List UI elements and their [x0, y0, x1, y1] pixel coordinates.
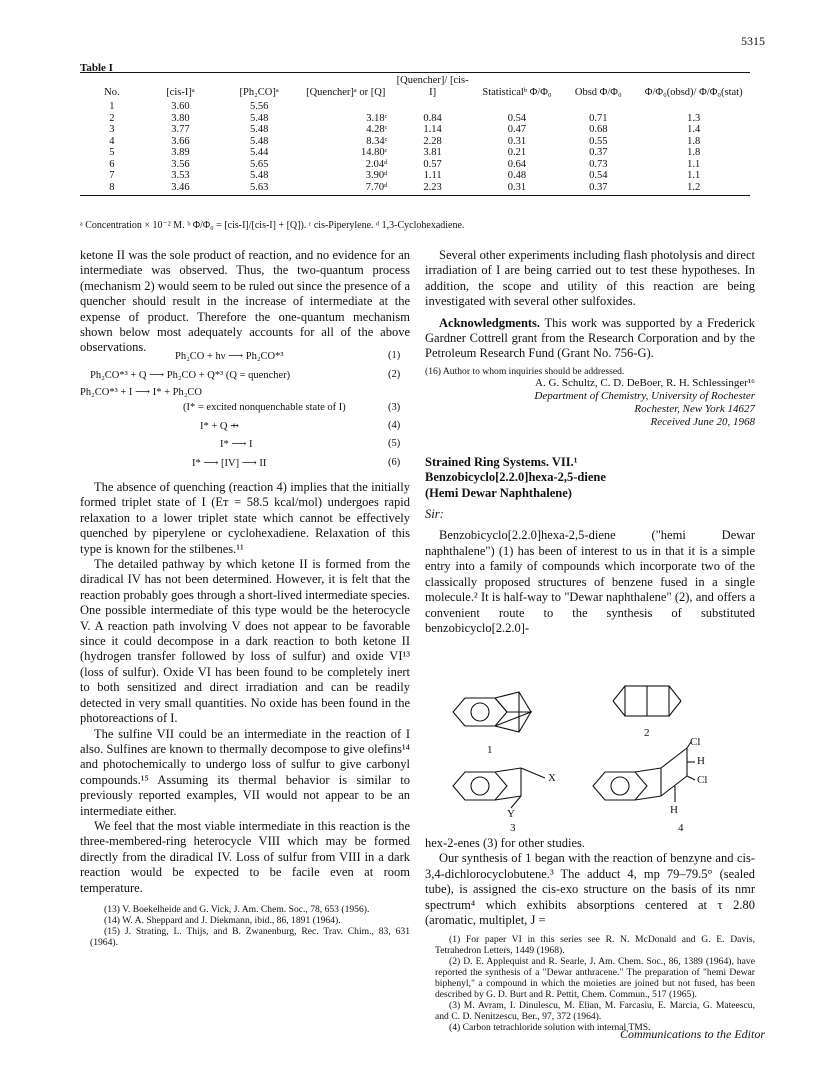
table-header: [Quencher]ᵃ or [Q] — [306, 87, 386, 99]
structure-atom-label: Cl — [690, 736, 701, 748]
table-cell: 1.1 — [687, 158, 701, 170]
table-row — [80, 124, 750, 136]
table-cell — [637, 101, 750, 113]
table-cell: 0.54 — [507, 112, 527, 124]
table-cell: 3.18ᶜ — [366, 112, 388, 124]
reference: (15) J. Strating, L. Thijs, and B. Zwanenburg, Rec. Trav. Chim., 83, 631 (1964). — [90, 925, 410, 948]
article-title: (Hemi Dewar Naphthalene) — [425, 485, 572, 500]
structure-atom-label: X — [548, 772, 556, 784]
table-row — [80, 136, 750, 148]
table-row — [80, 159, 750, 171]
table-cell — [301, 101, 390, 113]
table-cell: 0.64 — [507, 158, 527, 170]
paragraph: Benzobicyclo[2.2.0]hexa-2,5-diene ("hemi Dewar naphthalene") (1) has been of interest to us in that it is a simple entry into a family of compounds which incorporate two of the classically proposed structures of benzene fused in a single molecule.² It is half-way to "Dewar naphthalene" (2), and offers a convenient route to the synthesis of substituted benzobicyclo[2.2.0]- — [425, 528, 755, 635]
reference: (1) For paper VI in this series see R. N. McDonald and G. E. Davis, Tetrahedron Letters, 1449 (1968). — [435, 934, 755, 957]
equation-number: (1) — [388, 350, 401, 361]
table-cell: 3.81 — [423, 147, 442, 159]
structure-atom-label: Cl — [697, 774, 708, 786]
table-title: Table I — [80, 62, 113, 74]
reference: (14) W. A. Sheppard and J. Diekmann, ibid., 86, 1891 (1964). — [104, 914, 341, 926]
authors: A. G. Schultz, C. D. DeBoer, R. H. Schlessinger¹⁶ — [535, 376, 755, 389]
equation: Ph₂CO + hν ⟶ Ph₂CO*³ — [175, 351, 284, 362]
structure-label: 3 — [510, 822, 516, 834]
table-cell: 5.48 — [249, 170, 269, 182]
left-column-body — [80, 480, 410, 948]
structure-4 — [593, 742, 695, 802]
reference: (13) V. Boekelheide and G. Vick, J. Am. Chem. Soc., 78, 653 (1956). — [104, 903, 370, 915]
table-cell: 1.14 — [423, 124, 442, 136]
table-cell: 1.1 — [687, 170, 701, 182]
table-row — [80, 147, 750, 159]
equation-number: (2) — [388, 369, 401, 380]
table-cell — [559, 101, 637, 113]
table-cell: 0.37 — [589, 181, 608, 193]
table-cell: 8 — [109, 181, 115, 193]
equation-number: (4) — [388, 420, 401, 431]
equation: Ph₂CO*³ + I ⟶ I* + Ph₂CO — [80, 387, 202, 398]
table-cell: 1.8 — [687, 135, 701, 147]
table-cell: 0.73 — [589, 158, 608, 170]
table-cell: 3.56 — [171, 158, 190, 170]
equation: I* + Q ⇸ — [200, 421, 239, 432]
left-column — [80, 248, 410, 356]
article-title: Strained Ring Systems. VII.¹ — [425, 454, 578, 469]
page-number: 5315 — [741, 34, 765, 48]
table-cell: 14.80ᶜ — [361, 147, 388, 159]
structure-atom-label: H — [670, 804, 678, 816]
table-row — [80, 113, 750, 125]
table-cell: 3.53 — [171, 170, 190, 182]
chemical-structures — [425, 676, 755, 814]
table-row — [80, 182, 750, 194]
table-header: Φ/Φ₀(obsd)/ Φ/Φ₀(stat) — [644, 87, 743, 99]
paragraph: We feel that the most viable intermediate in this reaction is the three-membered-ring heterocycle VIII which may be formed directly from the diradical IV. Loss of sulfur from VIII in a dark reaction would be expected to be facile even at room temperature. — [80, 818, 410, 895]
table-cell: 5.48 — [249, 112, 269, 124]
table-cell: 3.80 — [171, 112, 190, 124]
table-cell: 1.3 — [687, 112, 701, 124]
table-cell: 2 — [109, 112, 115, 124]
table-cell: 0.37 — [589, 147, 608, 159]
equation: I* ⟶ [IV] ⟶ II — [192, 458, 267, 469]
city: Rochester, New York 14627 — [634, 402, 755, 415]
structure-label: 4 — [678, 822, 684, 834]
table-cell: 3.60 — [171, 101, 190, 113]
table-cell: 2.23 — [423, 181, 442, 193]
table-cell: 0.21 — [507, 147, 527, 159]
data-table — [80, 72, 750, 196]
table-cell: 3.77 — [171, 124, 190, 136]
structure-atom-label: Y — [507, 808, 515, 820]
table-cell: 0.55 — [589, 135, 608, 147]
table-cell: 0.54 — [589, 170, 608, 182]
table-cell: 3.90ᵈ — [365, 170, 388, 182]
paragraph: hex-2-enes (3) for other studies. — [425, 836, 586, 850]
table-cell: 1.11 — [423, 170, 442, 182]
table-cell: 1.8 — [687, 147, 701, 159]
paragraph: Several other experiments including flash photolysis and direct irradiation of I are being carried out to test these hypotheses. In addition, the scope and utility of this reaction are being investigated with several other sulfoxides. — [425, 248, 755, 309]
acknowledgments-text: This work was supported by a Frederick Gardner Cottrell grant from the Research Corporation and by the Petroleum Research Fund (Grant No. 756-G). — [425, 315, 756, 361]
paragraph: The sulfine VII could be an intermediate in the reaction of I also. Sulfines are known to thermally decompose to give olefins¹⁴ and photochemically to undergo loss of sulfur to give carbonyl compounds.¹⁵ Assuming its thermal behavior is similar to previously reported examples, VII would not appear to be an intermediate either. — [80, 726, 410, 818]
table-cell: 3.46 — [171, 181, 190, 193]
structure-atom-label: H — [697, 755, 705, 767]
table-cell: 3.89 — [171, 147, 190, 159]
table-cell: 0.71 — [589, 112, 608, 124]
equation: Ph₂CO*³ + Q ⟶ Ph₂CO + Q*³ (Q = quencher) — [90, 370, 291, 381]
table-header: Obsd Φ/Φ₀ — [574, 87, 622, 99]
table-cell: 6 — [109, 158, 115, 170]
structure-1 — [453, 692, 531, 732]
journal-footer: Communications to the Editor — [620, 1027, 765, 1041]
table-cell: 0.84 — [423, 112, 442, 124]
table-cell: 1.4 — [687, 124, 701, 136]
equation: I* ⟶ I — [220, 439, 253, 450]
structure-label: 1 — [487, 744, 493, 756]
reference: (2) D. E. Applequist and R. Searle, J. Am. Chem. Soc., 86, 1389 (1964), have reported the synthesis of a "Dewar anthracene." The preparation of "hemi Dewar biphenyl," a compound in which the moieties are joined but not fused, has been described by G. D. Burt and R. Pettit, Chem. Commun., 517 (1965). — [435, 956, 755, 1001]
table-cell: 0.48 — [507, 170, 527, 182]
department: Department of Chemistry, University of Rochester — [534, 389, 755, 402]
right-column-lower — [425, 836, 755, 1033]
table-cell: 5.63 — [249, 181, 269, 193]
paragraph: The detailed pathway by which ketone II is formed from the diradical IV has not been determined. However, it is felt that the reaction probably goes through a short-lived intermediate species. One possible intermediate of this type would be the heterocycle V. A reaction path involving V does not appear to be favorable since it could decompose in a dark reaction to both ketone II (hydrogen transfer followed by loss of sulfur) and oxide VI¹³ (loss of sulfur). Oxide VI has been found to be completely inert to both sensitized and direct irradiation and can be readily detected in very small quantities. No oxide has been found in the photoreactions of I. — [80, 557, 410, 726]
table-header: Statisticalᵇ Φ/Φ₀ — [482, 87, 552, 99]
acknowledgments-heading: Acknowledgments. — [439, 315, 541, 330]
salutation: Sir: — [425, 507, 444, 522]
table-header: No. — [104, 87, 120, 99]
table-cell: 1.2 — [687, 181, 701, 193]
equation-number: (5) — [388, 438, 401, 449]
table-row — [80, 101, 750, 113]
reference: (4) Carbon tetrachloride solution with internal TMS. — [449, 1022, 651, 1034]
table-cell: 5.48 — [249, 135, 269, 147]
paragraph: Our synthesis of 1 began with the reaction of benzyne and cis-3,4-dichlorocyclobutene.³ The adduct 4, mp 79–79.5° (sealed tube), is assigned the cis-exo structure on the basis of its nmr spectrum⁴ which exhibits absorptions centered at τ 2.80 (aromatic, multiplet, J = — [425, 851, 755, 928]
table-cell: 3.66 — [171, 135, 190, 147]
table-header: [cis-I]ᵃ — [166, 87, 195, 99]
equation-number: (6) — [388, 457, 401, 468]
right-column — [425, 248, 755, 636]
structure-3 — [453, 768, 545, 808]
structure-2 — [613, 686, 681, 716]
table-row — [80, 170, 750, 182]
table-cell: 0.68 — [589, 124, 608, 136]
table-cell: 2.04ᵈ — [365, 158, 388, 170]
table-cell: 5.56 — [249, 101, 269, 113]
table-header: [Ph₂CO]ᵃ — [239, 87, 279, 99]
table-cell: 2.28 — [423, 135, 442, 147]
table-header-row — [80, 73, 750, 101]
table-cell — [390, 101, 475, 113]
table-cell: 7 — [109, 170, 115, 182]
structure-label: 2 — [644, 727, 650, 739]
paragraph: The absence of quenching (reaction 4) implies that the initially formed triplet state of I (Eᴛ = 58.5 kcal/mol) undergoes rapid relaxation to a lower triplet state which cannot be effectively quenched by piperylene or cyclohexadiene. Relaxation of this type is known for the stilbenes.¹¹ — [80, 480, 410, 556]
table-cell: 0.31 — [507, 135, 527, 147]
equation: (I* = excited nonquenchable state of I) — [183, 402, 346, 413]
table-cell — [475, 101, 559, 113]
table-cell: 0.57 — [423, 158, 442, 170]
table-cell: 5.65 — [249, 158, 269, 170]
received-date: Received June 20, 1968 — [650, 415, 755, 428]
reference: (16) Author to whom inquiries should be addressed. — [425, 365, 625, 377]
table-cell: 0.31 — [507, 181, 527, 193]
article-title: Benzobicyclo[2.2.0]hexa-2,5-diene — [425, 470, 606, 485]
table-cell: 8.34ᶜ — [366, 135, 388, 147]
equation-number: (3) — [388, 402, 401, 413]
table-header: [Quencher]/ [cis-I] — [396, 75, 469, 99]
table-cell: 4 — [109, 135, 115, 147]
table-cell: 7.70ᵈ — [365, 181, 388, 193]
paragraph: ketone II was the sole product of reaction, and no evidence for an intermediate was observed. Thus, the two-quantum process (mechanism 2) would seem to be ruled out since the presence of a quencher should result in the increase of intermediate at the expense of product. Therefore the one-quantum mechanism shown below most adequately accounts for all of the above observations. — [80, 248, 410, 355]
table-footnote: ᵃ Concentration × 10⁻² M. ᵇ Φ/Φ₀ = [cis-I]/[cis-I] + [Q]). ᶜ cis-Piperylene. ᵈ 1,3-Cyclohexadiene. — [80, 220, 465, 231]
table-cell: 0.47 — [507, 124, 527, 136]
table-cell: 4.28ᶜ — [366, 124, 388, 136]
table-cell: 5.48 — [249, 124, 269, 136]
table-cell: 5 — [109, 147, 115, 159]
table-cell: 5.44 — [249, 147, 269, 159]
table-cell: 1 — [109, 101, 115, 113]
table-cell: 3 — [109, 124, 115, 136]
reference: (3) M. Avram, I. Dinulescu, M. Elian, M. Farcasiu, E. Marcia, G. Mateescu, and C. D. Nenitzescu, Ber., 97, 372 (1964). — [435, 1000, 755, 1023]
